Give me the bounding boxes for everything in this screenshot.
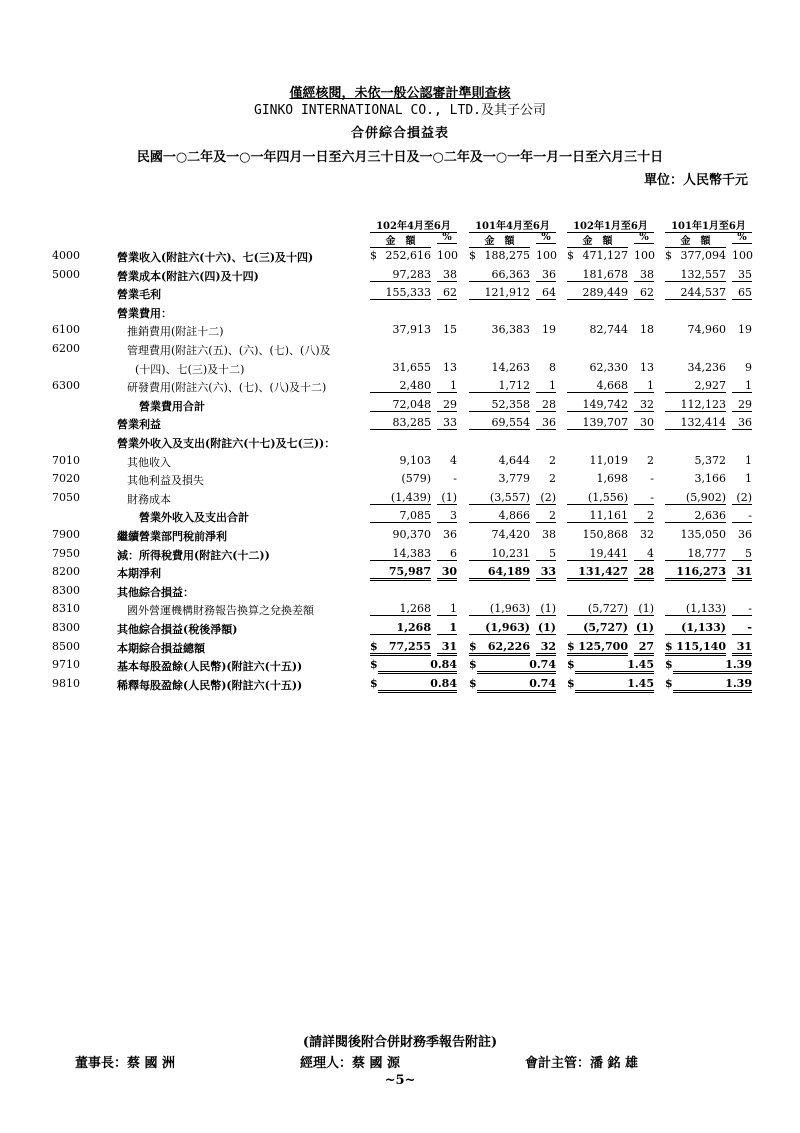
percent-cell: 38 <box>634 268 654 282</box>
account-label: 營業外收入及支出合計 <box>139 511 249 525</box>
amount-cell: 75,987 <box>370 565 431 581</box>
account-label: 營業外收入及支出(附註六(十七)及七(三))： <box>117 437 336 450</box>
percent-cell: 100 <box>634 249 655 262</box>
amount-cell: (1,133) <box>665 621 726 635</box>
account-label: 營業成本(附註六(四)及十四) <box>117 269 259 283</box>
percent-cell: 1 <box>437 602 457 616</box>
amount-cell: 62,330 <box>589 360 628 374</box>
company-name: GINKO INTERNATIONAL CO., LTD.及其子公司 <box>254 103 546 118</box>
amount-cell: 5,372 <box>694 453 726 467</box>
percent-cell: 15 <box>443 323 457 337</box>
percent-cell: 29 <box>437 398 457 412</box>
percent-cell: 1 <box>634 379 654 393</box>
currency-symbol: $ <box>665 249 672 262</box>
accountant-signature: 會計主管：潘 銘 雄 <box>525 1056 639 1071</box>
percent-cell: 32 <box>536 640 556 656</box>
amount-cell: 131,427 <box>567 565 628 581</box>
amount-cell: 11,019 <box>589 453 628 467</box>
percent-cell: 13 <box>640 360 654 374</box>
account-label: 營業利益 <box>117 418 161 432</box>
amount-cell: 377,094 <box>680 249 726 262</box>
eps-value: 0.74 <box>477 658 556 674</box>
amount-cell: 64,189 <box>469 565 530 581</box>
eps-value: 1.45 <box>575 658 654 674</box>
currency-symbol: $ <box>665 639 673 653</box>
amount-cell: 1,268 <box>370 621 431 635</box>
amount-cell: 244,537 <box>665 286 726 300</box>
account-label: 研發費用(附註六(六)、(七)、(八)及十二) <box>127 381 327 395</box>
eps-value: 1.45 <box>575 677 654 693</box>
percent-cell: 2 <box>536 509 556 523</box>
amount-cell: 62,226 <box>469 640 530 656</box>
account-code: 5000 <box>52 267 80 281</box>
column-period-header: 102年4月至6月 <box>370 217 457 233</box>
statement-row <box>0 636 800 656</box>
account-label: 營業費用合計 <box>139 399 205 413</box>
statement-row <box>0 394 800 414</box>
currency-symbol: $ <box>469 639 477 653</box>
review-notice: 僅經核閱，未依一般公認審計準則查核 <box>289 86 511 101</box>
percent-cell: 9 <box>745 360 752 374</box>
statement-row <box>0 412 800 432</box>
currency-symbol: $ <box>567 658 575 672</box>
percent-cell: (1) <box>536 602 556 616</box>
amount-cell: 2,480 <box>370 379 431 393</box>
account-code: 7900 <box>52 528 80 541</box>
statement-row <box>0 264 800 284</box>
percent-cell: 62 <box>634 286 654 300</box>
percent-cell: (1) <box>537 621 556 634</box>
percent-cell: 19 <box>542 323 556 337</box>
account-label: 國外營運機構財務報告換算之兌換差額 <box>127 604 314 618</box>
percent-cell: (1) <box>634 602 654 616</box>
percent-cell: 13 <box>443 360 457 374</box>
account-code: 4000 <box>52 249 80 262</box>
amount-cell: (5,727) <box>567 602 628 616</box>
statement-row <box>0 450 800 470</box>
column-amount-header: 金 額 <box>469 232 530 248</box>
amount-cell: 289,449 <box>567 286 628 300</box>
amount-cell: 149,742 <box>567 398 628 412</box>
statement-row <box>0 319 800 339</box>
amount-cell: (3,557) <box>469 491 530 505</box>
percent-cell: 3 <box>437 509 457 523</box>
percent-cell: (2) <box>536 491 556 505</box>
amount-cell: 82,744 <box>589 323 628 337</box>
amount-cell: 11,161 <box>567 509 628 523</box>
amount-cell: 471,127 <box>582 249 628 262</box>
amount-cell: 36,383 <box>491 323 530 337</box>
amount-cell: 83,285 <box>370 416 431 430</box>
account-label: 其他利益及損失 <box>127 474 204 488</box>
eps-value: 1.39 <box>673 658 752 674</box>
currency-symbol: $ <box>567 639 575 653</box>
percent-cell: 2 <box>634 509 654 523</box>
manager-signature: 經理人：蔡 國 源 <box>300 1056 401 1071</box>
percent-cell: 36 <box>738 528 752 541</box>
percent-cell: 65 <box>732 286 752 300</box>
amount-cell: 132,414 <box>665 416 726 430</box>
percent-cell: 32 <box>640 528 654 541</box>
currency-symbol: $ <box>370 249 377 262</box>
account-code: 8500 <box>52 639 80 653</box>
percent-cell: 33 <box>437 416 457 430</box>
chairman-signature: 董事長：蔡 國 洲 <box>75 1056 176 1071</box>
account-code: 6300 <box>52 379 80 393</box>
amount-cell: 121,912 <box>469 286 530 300</box>
percent-cell: 38 <box>437 268 457 282</box>
eps-value: 0.84 <box>378 658 457 674</box>
currency-symbol: $ <box>469 249 476 262</box>
percent-cell: 100 <box>437 249 458 262</box>
account-code: 7950 <box>52 546 80 560</box>
amount-cell: 74,420 <box>491 528 530 541</box>
percent-cell: 8 <box>549 360 556 374</box>
amount-cell: 3,166 <box>694 472 726 486</box>
percent-cell: 18 <box>640 323 654 337</box>
amount-cell: 139,707 <box>567 416 628 430</box>
percent-cell: 1 <box>745 472 752 486</box>
amount-cell: 69,554 <box>469 416 530 430</box>
percent-cell: 36 <box>536 268 556 282</box>
amount-cell: 188,275 <box>484 249 530 262</box>
currency-symbol: $ <box>567 676 575 690</box>
statement-row <box>0 375 800 395</box>
account-label: (十四)、七(三)及十二) <box>135 362 245 376</box>
statement-row <box>0 468 800 488</box>
percent-cell: 31 <box>437 640 457 656</box>
account-code: 7050 <box>52 490 80 504</box>
amount-cell: 2,636 <box>665 509 726 523</box>
eps-value: 0.74 <box>477 677 556 693</box>
amount-cell: 181,678 <box>567 268 628 282</box>
account-code: 9810 <box>52 676 80 690</box>
amount-cell: (1,439) <box>370 491 431 505</box>
account-code: 8310 <box>52 602 80 616</box>
amount-cell: 116,273 <box>665 565 726 581</box>
column-period-header: 101年1月至6月 <box>665 217 752 233</box>
amount-cell: 77,255 <box>370 640 431 656</box>
column-amount-header: 金 額 <box>567 232 628 248</box>
account-code: 9710 <box>52 658 80 672</box>
account-code: 8200 <box>52 565 80 579</box>
amount-cell: (1,963) <box>469 621 530 635</box>
amount-cell: 37,913 <box>392 323 431 337</box>
amount-cell: 1,712 <box>469 379 530 393</box>
currency-symbol: $ <box>665 676 673 690</box>
percent-cell: 36 <box>443 528 457 541</box>
amount-cell: 115,140 <box>665 640 726 656</box>
statement-row <box>0 245 800 265</box>
percent-cell: 38 <box>542 528 556 541</box>
percent-cell: (2) <box>732 491 752 505</box>
account-label: 管理費用(附註六(五)、(六)、(七)、(八)及 <box>127 344 331 357</box>
amount-cell: (1,133) <box>665 602 726 616</box>
currency-symbol: $ <box>469 658 477 672</box>
percent-cell: 5 <box>536 547 556 561</box>
percent-cell: 1 <box>745 453 752 467</box>
column-percent-header: % <box>437 232 457 244</box>
amount-cell: 3,779 <box>498 472 530 486</box>
percent-cell: 35 <box>732 268 752 282</box>
amount-cell: 97,283 <box>370 268 431 282</box>
statement-row <box>0 282 800 302</box>
percent-cell: (1) <box>635 621 654 634</box>
percent-cell: 100 <box>536 249 557 262</box>
account-label: 其他綜合損益： <box>117 585 194 599</box>
amount-cell: 155,333 <box>370 286 431 300</box>
percent-cell: (1) <box>437 491 457 505</box>
account-label: 本期淨利 <box>117 567 161 581</box>
amount-cell: 31,655 <box>392 360 431 374</box>
column-percent-header: % <box>536 232 556 244</box>
amount-cell: 34,236 <box>687 360 726 374</box>
percent-cell: 19 <box>738 323 752 337</box>
percent-cell: 33 <box>536 565 556 581</box>
statement-row <box>0 301 800 321</box>
amount-cell: 7,085 <box>370 509 431 523</box>
percent-cell: 2 <box>549 472 556 486</box>
percent-cell: 5 <box>732 547 752 561</box>
statement-row <box>0 673 800 693</box>
statement-row <box>0 654 800 674</box>
account-label: 推銷費用(附註十二) <box>127 325 224 339</box>
percent-cell: 28 <box>536 398 556 412</box>
amount-cell: 14,383 <box>370 547 431 561</box>
amount-cell: 125,700 <box>567 640 628 656</box>
amount-cell: 4,866 <box>469 509 530 523</box>
percent-cell: - <box>732 621 752 635</box>
percent-cell: 27 <box>634 640 654 656</box>
percent-cell: 36 <box>732 416 752 430</box>
account-code: 7020 <box>52 472 80 486</box>
percent-cell: 4 <box>450 453 457 467</box>
percent-cell: 64 <box>536 286 556 300</box>
account-label: 營業費用： <box>117 306 172 320</box>
statement-row <box>0 617 800 637</box>
currency-symbol: $ <box>469 676 477 690</box>
account-label: 財務成本 <box>127 492 171 506</box>
amount-cell: 252,616 <box>385 249 431 262</box>
percent-cell: - <box>634 491 654 505</box>
account-label: 減：所得稅費用(附註六(十二)) <box>117 548 270 562</box>
percent-cell: 30 <box>634 416 654 430</box>
amount-cell: 19,441 <box>567 547 628 561</box>
statement-row <box>0 487 800 507</box>
account-label: 稀釋每股盈餘(人民幣)(附註六(十五)) <box>117 678 303 692</box>
percent-cell: 29 <box>732 398 752 412</box>
account-label: 其他綜合損益(稅後淨額) <box>117 623 238 636</box>
percent-cell: 36 <box>536 416 556 430</box>
statement-title: 合併綜合損益表 <box>350 126 449 141</box>
percent-cell: 4 <box>634 547 654 561</box>
column-amount-header: 金 額 <box>370 232 431 248</box>
amount-cell: 150,868 <box>582 528 628 541</box>
statement-row <box>0 598 800 618</box>
amount-cell: 4,644 <box>498 453 530 467</box>
account-label: 營業收入(附註六(十六)、七(三)及十四) <box>117 251 314 264</box>
account-code: 6100 <box>52 323 80 337</box>
amount-cell: 18,777 <box>665 547 726 561</box>
amount-cell: 72,048 <box>370 398 431 412</box>
statement-row <box>0 524 800 544</box>
account-label: 繼續營業部門稅前淨利 <box>117 530 227 543</box>
amount-cell: 132,557 <box>665 268 726 282</box>
amount-cell: 1,698 <box>596 472 628 486</box>
page-number: ~5~ <box>384 1073 416 1088</box>
percent-cell: - <box>650 472 654 486</box>
currency-symbol: $ <box>370 676 378 690</box>
statement-row <box>0 338 800 358</box>
amount-cell: 2,927 <box>665 379 726 393</box>
account-code: 8300 <box>52 583 80 597</box>
percent-cell: 2 <box>647 453 654 467</box>
percent-cell: - <box>732 509 752 523</box>
statement-row <box>0 543 800 563</box>
amount-cell: 9,103 <box>399 453 431 467</box>
amount-cell: (5,902) <box>665 491 726 505</box>
currency-symbol: $ <box>370 658 378 672</box>
eps-value: 0.84 <box>378 677 457 693</box>
percent-cell: 1 <box>437 621 457 635</box>
percent-cell: 100 <box>732 249 753 262</box>
currency-symbol: $ <box>370 639 378 653</box>
amount-cell: (1,556) <box>567 491 628 505</box>
statement-row <box>0 505 800 525</box>
statement-row <box>0 561 800 581</box>
unit-label: 單位：人民幣千元 <box>643 173 748 188</box>
statement-row <box>0 580 800 600</box>
amount-cell: 90,370 <box>392 528 431 541</box>
account-label: 基本每股盈餘(人民幣)(附註六(十五)) <box>117 660 303 674</box>
currency-symbol: $ <box>665 658 673 672</box>
percent-cell: 28 <box>634 565 654 581</box>
amount-cell: 4,668 <box>567 379 628 393</box>
account-code: 8300 <box>52 621 80 634</box>
account-label: 其他收入 <box>127 455 171 469</box>
amount-cell: (579) <box>401 472 431 486</box>
percent-cell: - <box>453 472 457 486</box>
footer-note: (請詳閱後附合併財務季報告附註) <box>302 1035 498 1050</box>
account-label: 營業毛利 <box>117 288 161 302</box>
account-code: 7010 <box>52 453 80 467</box>
amount-cell: 10,231 <box>469 547 530 561</box>
percent-cell: 30 <box>437 565 457 581</box>
statement-row <box>0 357 800 377</box>
column-percent-header: % <box>732 232 752 244</box>
amount-cell: 52,358 <box>469 398 530 412</box>
percent-cell: 1 <box>732 379 752 393</box>
percent-cell: 62 <box>437 286 457 300</box>
amount-cell: 112,123 <box>665 398 726 412</box>
percent-cell: 2 <box>549 453 556 467</box>
percent-cell: 32 <box>634 398 654 412</box>
eps-value: 1.39 <box>673 677 752 693</box>
account-label: 本期綜合損益總額 <box>117 641 205 655</box>
amount-cell: (5,727) <box>567 621 628 635</box>
amount-cell: 135,050 <box>680 528 726 541</box>
amount-cell: 74,960 <box>687 323 726 337</box>
statement-period: 民國一○二年及一○一年四月一日至六月三十日及一○二年及一○一年一月一日至六月三十日 <box>136 150 664 165</box>
percent-cell: 1 <box>437 379 457 393</box>
amount-cell: 66,363 <box>469 268 530 282</box>
percent-cell: 31 <box>732 640 752 656</box>
percent-cell: - <box>732 602 752 616</box>
amount-cell: 1,268 <box>370 602 431 616</box>
column-percent-header: % <box>634 232 654 244</box>
currency-symbol: $ <box>567 249 574 262</box>
amount-cell: (1,963) <box>469 602 530 616</box>
amount-cell: 14,263 <box>491 360 530 374</box>
column-period-header: 101年4月至6月 <box>469 217 556 233</box>
statement-row <box>0 431 800 451</box>
account-code: 6200 <box>52 342 80 355</box>
column-amount-header: 金 額 <box>665 232 726 248</box>
column-period-header: 102年1月至6月 <box>567 217 654 233</box>
percent-cell: 1 <box>536 379 556 393</box>
percent-cell: 6 <box>437 547 457 561</box>
percent-cell: 31 <box>732 565 752 581</box>
